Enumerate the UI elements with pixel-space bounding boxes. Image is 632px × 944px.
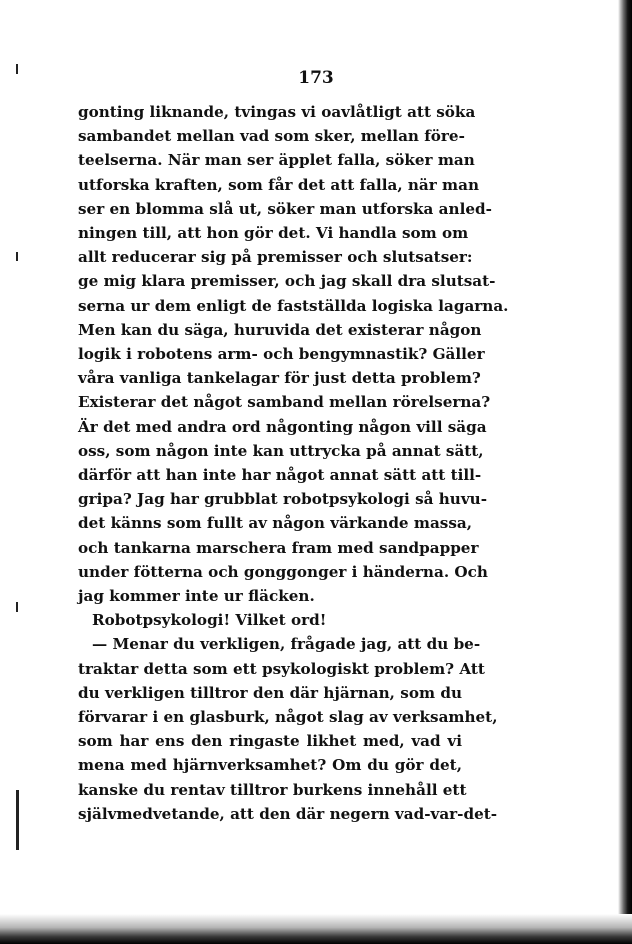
text-line: mena med hjärnverksamhet? Om du gör det,: [78, 756, 462, 775]
text-line: traktar detta som ett psykologiskt problem? Att: [78, 659, 485, 678]
page-bottom-shadow: [0, 914, 632, 944]
text-line: gonting liknande, tvingas vi oavlåtligt att söka: [78, 103, 476, 121]
body-text: [78, 100, 509, 826]
text-line: allt reducerar sig på premisser och slutsatser:: [78, 248, 473, 267]
text-line: sambandet mellan vad som sker, mellan före-: [78, 127, 465, 146]
text-line: ser en blomma slå ut, söker man utforska anled-: [78, 199, 492, 218]
text-line: oss, som någon inte kan uttrycka på annat sätt,: [78, 441, 484, 460]
text-line: Är det med andra ord någonting någon vill säga: [78, 417, 487, 436]
scan-speck: [16, 602, 18, 612]
page-edge-shadow: [618, 0, 632, 944]
text-line: jag kommer inte ur fläcken.: [78, 587, 315, 606]
text-line: våra vanliga tankelagar för just detta problem?: [78, 369, 481, 388]
page-number: 173: [298, 68, 334, 88]
scan-speck: [16, 252, 18, 261]
text-line: logik i robotens arm- och bengymnastik? Gäller: [78, 345, 485, 364]
text-line: det känns som fullt av någon värkande massa,: [78, 514, 473, 533]
text-line: gripa? Jag har grubblat robotpsykologi så huvu-: [78, 490, 488, 509]
text-line: Existerar det något samband mellan rörelserna?: [78, 393, 491, 412]
text-line: Men kan du säga, huruvida det existerar någon: [78, 320, 482, 339]
text-line: ge mig klara premisser, och jag skall dra slutsat-: [78, 272, 496, 291]
text-line: — Menar du verkligen, frågade jag, att du be-: [92, 635, 481, 654]
text-line: utforska kraften, som får det att falla, när man: [78, 175, 480, 194]
text-line: och tankarna marschera fram med sandpapper: [78, 538, 479, 557]
text-line: serna ur dem enligt de fastställda logiska lagarna.: [78, 296, 509, 315]
text-line: därför att han inte har något annat sätt att till-: [78, 466, 482, 485]
text-line: självmedvetande, att den där negern vad-var-det-: [78, 804, 498, 823]
text-line: Robotpsykologi! Vilket ord!: [92, 611, 327, 630]
text-line: du verkligen tilltror den där hjärnan, som du: [78, 683, 462, 702]
text-line: förvarar i en glasburk, något slag av verksamhet,: [78, 708, 498, 727]
text-line: teelserna. När man ser äpplet falla, söker man: [78, 151, 475, 170]
scan-speck: [16, 790, 19, 850]
text-line: som har ens den ringaste likhet med, vad vi: [78, 732, 462, 751]
text-line: under fötterna och gonggonger i händerna. Och: [78, 562, 488, 581]
text-line: ningen till, att hon gör det. Vi handla som om: [78, 224, 469, 243]
text-line: kanske du rentav tilltror burkens innehåll ett: [78, 780, 467, 799]
